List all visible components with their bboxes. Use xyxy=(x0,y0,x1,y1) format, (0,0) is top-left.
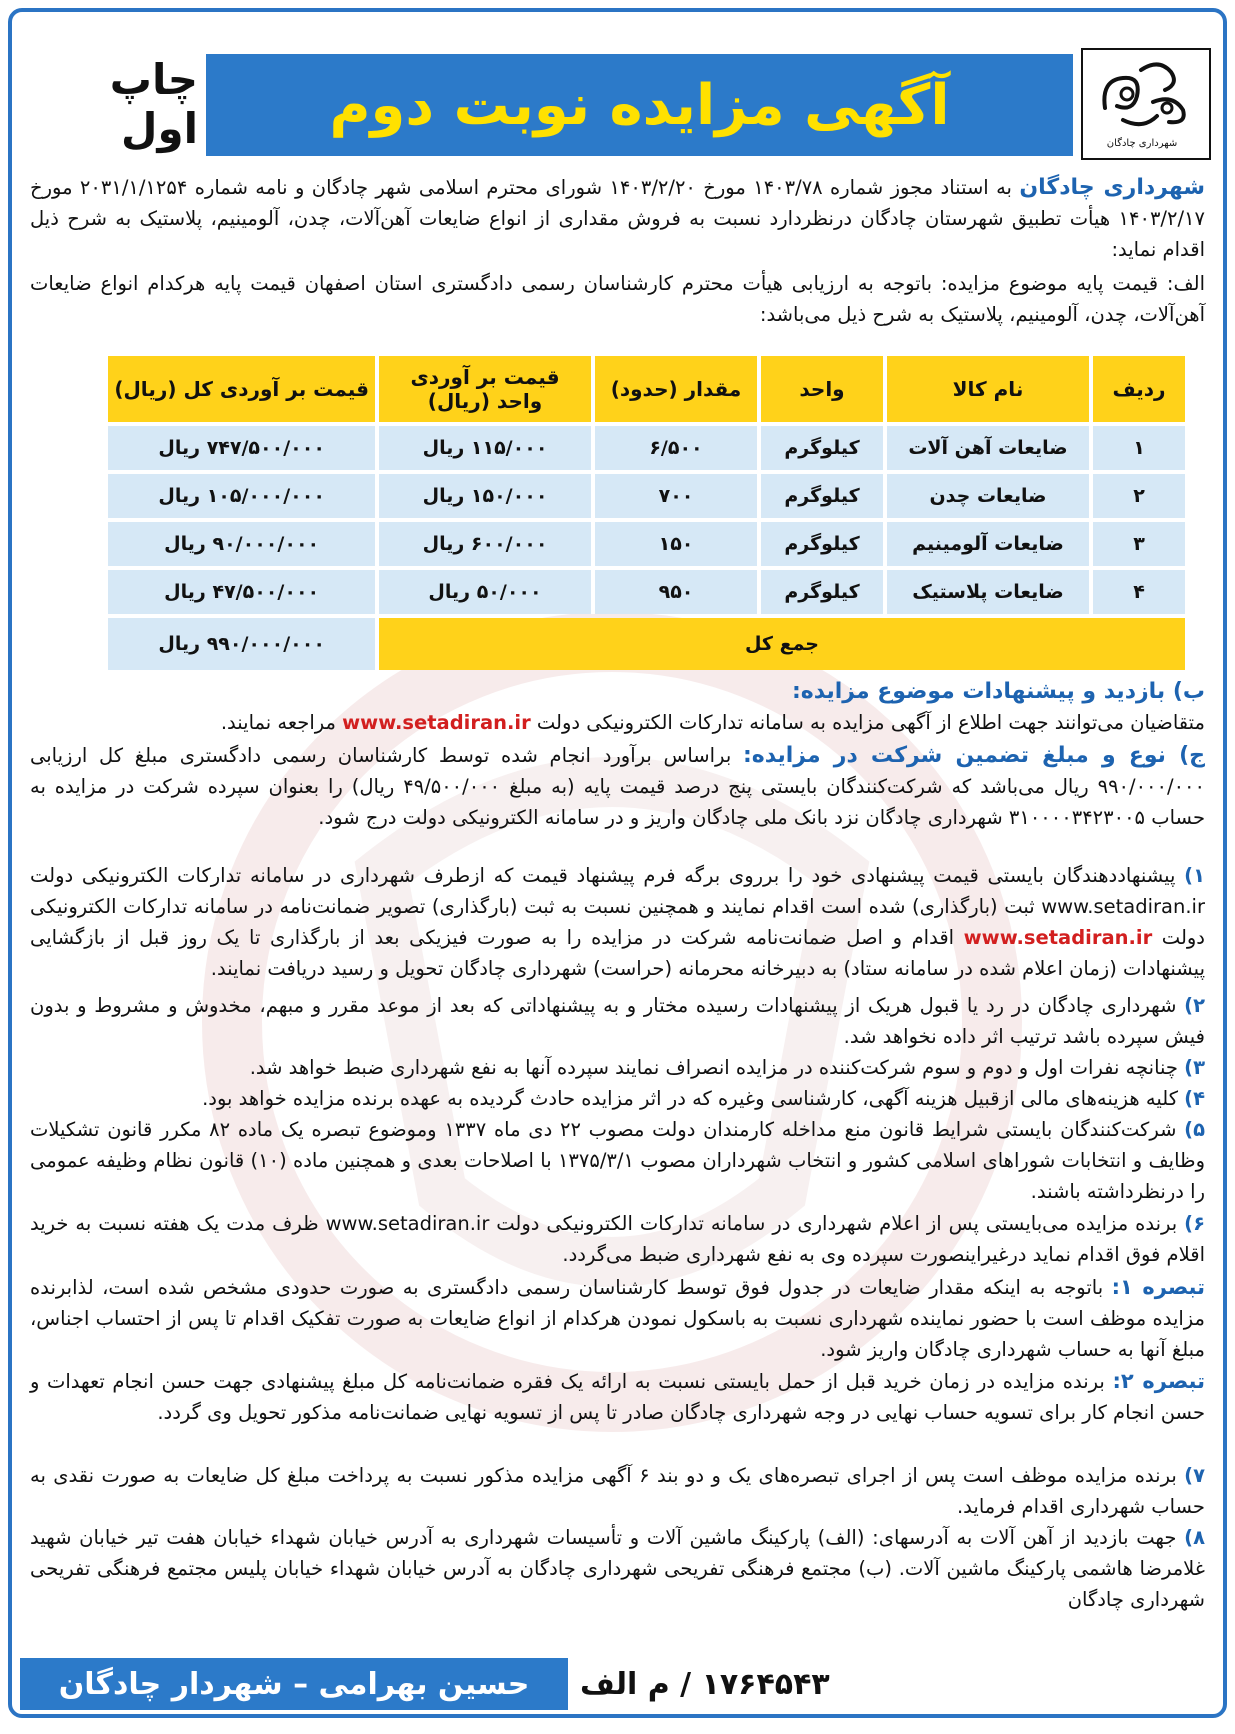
intro-paragraph xyxy=(30,172,1205,265)
cell-item-name: ضایعات پلاستیک xyxy=(883,570,1089,614)
municipality-logo xyxy=(1081,48,1211,160)
item-5-text: شرکت‌کنندگان بایستی شرایط قانون منع مداخله کارمندان دولت مصوب ۲۲ دی ماه ۱۳۳۷ وموضوع تبصره یک ماده ۸۲ مکرر قانون تشکیلات وظایف و انتخابات شوراهای اسلامی کشور و انتخاب شهرداران مصوب ۱۳۷۵/۳/۱ با اصلاحات بعدی و همچنین ماده (۱۰) قانون نظام وظیفه عمومی را درنظرداشته باشند. xyxy=(30,1118,1205,1203)
cell-quantity: ۶/۵۰۰ xyxy=(591,426,757,470)
item-5-number: ۵) xyxy=(1184,1118,1205,1141)
cell-quantity: ۱۵۰ xyxy=(591,522,757,566)
header-item-name: نام کالا xyxy=(883,356,1089,422)
item-2-number: ۲) xyxy=(1184,994,1205,1017)
item-4 xyxy=(30,1083,1205,1114)
cell-unit-price: ۵۰/۰۰۰ ریال xyxy=(375,570,591,614)
scrap-items-table xyxy=(104,352,1185,674)
section-b-text-after: مراجعه نمایند. xyxy=(220,711,343,734)
note-1 xyxy=(30,1272,1205,1365)
item-2 xyxy=(30,990,1205,1052)
header-unit: واحد xyxy=(757,356,883,422)
grand-total: ۹۹۰/۰۰۰/۰۰۰ ریال xyxy=(104,618,375,670)
cell-unit-price: ۱۱۵/۰۰۰ ریال xyxy=(375,426,591,470)
org-name: شهرداری چادگان xyxy=(1019,175,1205,200)
cell-item-name: ضایعات آلومینیم xyxy=(883,522,1089,566)
cell-total-price: ۴۷/۵۰۰/۰۰۰ ریال xyxy=(104,570,375,614)
section-b-text xyxy=(30,707,1205,738)
setadiran-link[interactable]: www.setadiran.ir xyxy=(342,711,531,734)
cell-unit-price: ۱۵۰/۰۰۰ ریال xyxy=(375,474,591,518)
table-row xyxy=(104,522,1185,566)
note-2-text: برنده مزایده در زمان خرید قبل از حمل بایستی نسبت به ارائه یک فقره ضمانت‌نامه کل مبلغ پیشنهادی جهت حسن انجام تعهدات و حسن انجام کار برای تسویه حساب نهایی در وجه شهرداری چادگان صادر تا پس از تسویه نهایی ضمانت‌نامه مذکور تحویل وی گردد. xyxy=(30,1370,1205,1424)
note-2 xyxy=(30,1366,1205,1428)
item-4-number: ۴) xyxy=(1184,1087,1205,1110)
item-3 xyxy=(30,1052,1205,1083)
ad-code: ۱۷۶۴۵۴۳ / م الف xyxy=(580,1666,830,1702)
table-total-row xyxy=(104,618,1185,670)
section-c-text: براساس برآورد انجام شده توسط کارشناسان رسمی دادگستری مبلغ کل ارزیابی ۹۹۰/۰۰۰/۰۰۰ ریال می‌باشد که شرکت‌کنندگان بایستی پنج درصد قیمت پایه (به مبلغ ۴۹/۵۰۰/۰۰۰ ریال) را بعنوان سپرده شرکت در مزایده به حساب ۳۱۰۰۰۰۳۴۲۳۰۰۵ شهرداری چادگان نزد بانک ملی چادگان واریز و در سامانه الکترونیکی دولت درج شود. xyxy=(30,744,1205,829)
item-8 xyxy=(30,1522,1205,1615)
section-b-text-before: متقاضیان می‌توانند جهت اطلاع از آگهی مزایده به سامانه تدارکات الکترونیکی دولت xyxy=(530,711,1205,734)
logo-emblem-icon xyxy=(1083,50,1209,136)
cell-index: ۱ xyxy=(1089,426,1185,470)
cell-index: ۲ xyxy=(1089,474,1185,518)
logo-caption: شهرداری چادگان xyxy=(1106,138,1178,149)
section-b xyxy=(30,676,1205,738)
item-1-text-b: اقدام و اصل ضمانت‌نامه شرکت در مزایده را به صورت فیزیکی بعد از بارگذاری تا یک روز قبل از بازگشایی پیشنهادات (زمان اعلام شده در سامانه ستاد) به دبیرخانه محرمانه (حراست) شهرداری چادگان تحویل و رسید دریافت نمایند. xyxy=(30,926,1205,980)
print-edition-label: چاپ اول xyxy=(109,55,198,153)
section-b-title: ب) بازدید و پیشنهادات موضوع مزایده: xyxy=(791,679,1205,704)
item-7-number: ۷) xyxy=(1184,1464,1205,1487)
cell-unit: کیلوگرم xyxy=(757,474,883,518)
header-total-price: قیمت بر آوردی کل (ریال) xyxy=(104,356,375,422)
cell-index: ۳ xyxy=(1089,522,1185,566)
footer xyxy=(20,1652,1215,1716)
item-1-text-a: پیشنهاددهندگان بایستی قیمت پیشنهادی خود را برروی برگه فرم پیشنهاد قیمت که ازطرف شهرداری در سامانه تدارکات الکترونیکی دولت www.setadiran.ir ثبت (بارگذاری) شده است اقدام نمایند و همچنین نسبت به ثبت (بارگذاری) تصویر ضمانت‌نامه در سامانه تدارکات الکترونیکی دولت xyxy=(30,864,1205,949)
item-1-number: ۱) xyxy=(1184,864,1205,887)
cell-unit: کیلوگرم xyxy=(757,570,883,614)
item-4-text: کلیه هزینه‌های مالی ازقبیل هزینه آگهی، کارشناسی وغیره که در اثر مزایده حادث گردیده به عهده برنده مزایده خواهد بود. xyxy=(202,1087,1185,1110)
cell-quantity: ۷۰۰ xyxy=(591,474,757,518)
item-8-text: جهت بازدید از آهن آلات به آدرسهای: (الف) پارکینگ ماشین آلات و تأسیسات شهرداری به آدرس خیابان شهداء خیابان هفت تیر خیابان شهید غلامرضا هاشمی پارکینگ ماشین آلات. (ب) مجتمع فرهنگی تفریحی شهرداری چادگان به آدرس خیابان شهداء خیابان پلیس مجتمع فرهنگی تفریحی شهرداری چادگان xyxy=(30,1526,1205,1611)
setadiran-link-2[interactable]: www.setadiran.ir xyxy=(963,926,1153,949)
mayor-signature: حسین بهرامی – شهردار چادگان xyxy=(20,1658,568,1710)
item-7 xyxy=(30,1460,1205,1522)
section-a-paragraph: الف: قیمت پایه موضوع مزایده: باتوجه به ارزیابی هیأت محترم کارشناسان رسمی دادگستری استان اصفهان قیمت پایه هرکدام انواع ضایعات آهن‌آلات، چدن، آلومینیم، پلاستیک به شرح ذیل می‌باشد: xyxy=(30,272,1205,326)
item-6-text: برنده مزایده می‌بایستی پس از اعلام شهرداری در سامانه تدارکات الکترونیکی دولت www.setadiran.ir ظرف مدت یک هفته نسبت به خرید اقلام فوق اقدام نماید درغیراینصورت سپرده وی به نفع شهرداری ضبط می‌گردد. xyxy=(30,1212,1205,1266)
item-5 xyxy=(30,1114,1205,1207)
header-quantity: مقدار (حدود) xyxy=(591,356,757,422)
table-row xyxy=(104,474,1185,518)
table-row xyxy=(104,570,1185,614)
table-header-row xyxy=(104,356,1185,422)
note-1-title: تبصره ۱: xyxy=(1111,1275,1205,1299)
note-1-text: باتوجه به اینکه مقدار ضایعات در جدول فوق توسط کارشناسان رسمی دادگستری به صورت حدودی مشخص شده است، لذابرنده مزایده موظف است با حضور نماینده شهرداری نسبت به باسکول نمودن هرکدام از انواع ضایعات به صورت تفکیک اقدام تا پس از احتساب اجناس، مبلغ آنها به حساب شهرداری چادگان واریز شود. xyxy=(30,1276,1205,1361)
notice-title: آگهی مزایده نوبت دوم xyxy=(206,54,1073,156)
section-c-title: ج) نوع و مبلغ تضمین شرکت در مزایده: xyxy=(742,743,1206,768)
item-6 xyxy=(30,1208,1205,1270)
cell-index: ۴ xyxy=(1089,570,1185,614)
header xyxy=(20,48,1215,166)
item-1 xyxy=(30,860,1205,984)
cell-quantity: ۹۵۰ xyxy=(591,570,757,614)
item-3-number: ۳) xyxy=(1184,1056,1205,1079)
cell-unit: کیلوگرم xyxy=(757,426,883,470)
item-6-number: ۶) xyxy=(1184,1212,1205,1235)
section-c xyxy=(30,740,1205,833)
item-2-text: شهرداری چادگان در رد یا قبول هریک از پیشنهادات رسیده مختار و به پیشنهاداتی که بعد از موعد مقرر و مبهم، مخدوش و مشروط و بدون فیش سپرده باشد ترتیب اثر داده نخواهد شد. xyxy=(30,994,1205,1048)
header-index: ردیف xyxy=(1089,356,1185,422)
cell-total-price: ۱۰۵/۰۰۰/۰۰۰ ریال xyxy=(104,474,375,518)
total-label: جمع کل xyxy=(744,633,820,655)
cell-unit: کیلوگرم xyxy=(757,522,883,566)
spacer-cell xyxy=(375,618,1185,670)
note-2-title: تبصره ۲: xyxy=(1112,1369,1205,1393)
cell-total-price: ۷۴۷/۵۰۰/۰۰۰ ریال xyxy=(104,426,375,470)
notice-page xyxy=(8,8,1227,1718)
cell-item-name: ضایعات آهن آلات xyxy=(883,426,1089,470)
item-3-text: چنانچه نفرات اول و دوم و سوم شرکت‌کننده در مزایده انصراف نمایند سپرده آنها به نفع شهرداری ضبط خواهد شد. xyxy=(249,1056,1185,1079)
cell-total-price: ۹۰/۰۰۰/۰۰۰ ریال xyxy=(104,522,375,566)
cell-unit-price: ۶۰۰/۰۰۰ ریال xyxy=(375,522,591,566)
item-7-text: برنده مزایده موظف است پس از اجرای تبصره‌های یک و دو بند ۶ آگهی مزایده مذکور نسبت به پرداخت مبلغ کل ضایعات به صورت نقدی به حساب شهرداری اقدام فرماید. xyxy=(30,1464,1205,1518)
header-unit-price: قیمت بر آوردی واحد (ریال) xyxy=(375,356,591,422)
table-row xyxy=(104,426,1185,470)
item-8-number: ۸) xyxy=(1184,1526,1205,1549)
cell-item-name: ضایعات چدن xyxy=(883,474,1089,518)
intro-text: به استناد مجوز شماره ۱۴۰۳/۷۸ مورخ ۱۴۰۳/۲/۲۰ شورای محترم اسلامی شهر چادگان و نامه شماره ۲۰۳۱/۱/۱۲۵۴ مورخ ۱۴۰۳/۲/۱۷ هیأت تطبیق شهرستان چادگان درنظردارد نسبت به فروش مقداری از انواع ضایعات آهن‌آلات، چدن، آلومینیم، پلاستیک به شرح ذیل اقدام نماید: xyxy=(30,176,1205,261)
